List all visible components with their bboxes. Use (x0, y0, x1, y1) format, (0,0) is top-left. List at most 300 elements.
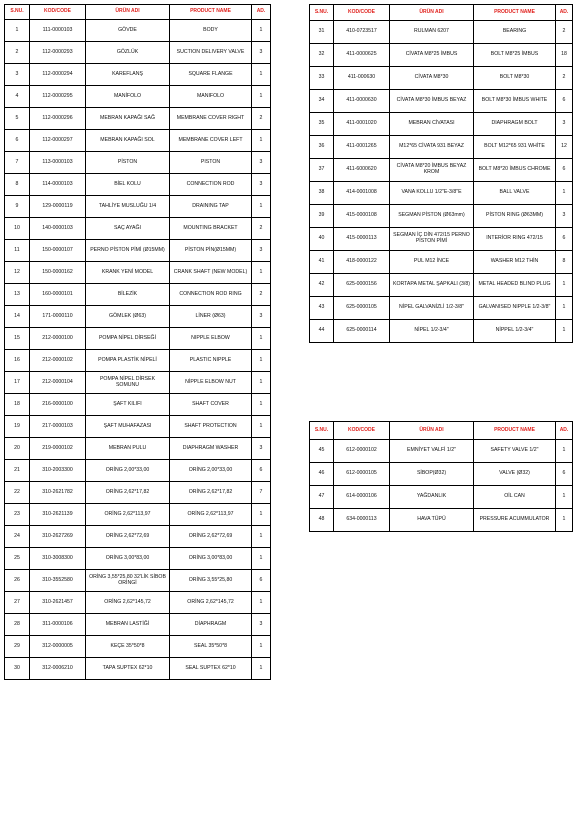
cell-qty: 3 (556, 205, 573, 228)
cell-qty: 6 (252, 460, 271, 482)
cell-sno: 8 (5, 174, 30, 196)
cell-product-tr: ORİNG 3,00*83,00 (86, 548, 170, 570)
cell-code: 112-0000296 (30, 108, 86, 130)
cell-sno: 12 (5, 262, 30, 284)
table-row (5, 196, 271, 218)
cell-code: 140-0000103 (30, 218, 86, 240)
table-row (310, 21, 573, 44)
table-row (5, 306, 271, 328)
cell-product-tr: GÖVDE (86, 20, 170, 42)
table-row (5, 504, 271, 526)
cell-sno: 5 (5, 108, 30, 130)
cell-qty: 1 (252, 548, 271, 570)
cell-product-en: PRESSURE ACUMMULATOR (474, 509, 556, 532)
cell-product-tr: ORİNG 2,62*72,69 (86, 526, 170, 548)
cell-qty: 2 (252, 108, 271, 130)
table-row (5, 482, 271, 504)
table-row (5, 526, 271, 548)
table-row (5, 438, 271, 460)
parts-table-left (4, 4, 271, 680)
cell-sno: 48 (310, 509, 334, 532)
table-row (5, 130, 271, 152)
cell-code: 311-0000106 (30, 614, 86, 636)
cell-qty: 3 (252, 174, 271, 196)
cell-product-tr: SEGMAN PİSTON (Ø63mm) (390, 205, 474, 228)
table-row (310, 251, 573, 274)
cell-product-tr: CİVATA M8*30 İMBUS BEYAZ (390, 90, 474, 113)
table-row (310, 90, 573, 113)
table-row (310, 509, 573, 532)
cell-sno: 30 (5, 658, 30, 680)
cell-qty: 1 (252, 196, 271, 218)
cell-sno: 21 (5, 460, 30, 482)
cell-code: 625-0000156 (334, 274, 390, 297)
cell-code: 411-0000625 (334, 44, 390, 67)
header-product-en: PRODUCT NAME (474, 5, 556, 21)
cell-product-en: OİL CAN (474, 486, 556, 509)
cell-product-tr: TAHLİYE MUSLUĞU 1/4 (86, 196, 170, 218)
cell-product-tr: EMNİYET VALFİ 1/2" (390, 440, 474, 463)
cell-sno: 24 (5, 526, 30, 548)
cell-code: 150-0000107 (30, 240, 86, 262)
cell-product-en: LİNER (Ø63) (170, 306, 252, 328)
cell-product-tr: POMPA NİPEL DİRSEK SOMUNU (86, 372, 170, 394)
cell-code: 112-0000294 (30, 64, 86, 86)
cell-product-en: NİPPEL 1/2-3/4" (474, 320, 556, 343)
cell-product-tr: RULMAN 6207 (390, 21, 474, 44)
cell-qty: 1 (556, 320, 573, 343)
cell-product-en: SHAFT PROTECTION (170, 416, 252, 438)
cell-code: 415-0000108 (334, 205, 390, 228)
cell-product-tr: SİBOP(Ø32) (390, 463, 474, 486)
cell-qty: 1 (252, 526, 271, 548)
cell-qty: 1 (252, 130, 271, 152)
cell-sno: 26 (5, 570, 30, 592)
cell-product-en: MEMBRANE COVER RIGHT (170, 108, 252, 130)
cell-code: 625-0000105 (334, 297, 390, 320)
table-body-right-bottom (310, 440, 573, 532)
cell-code: 312-0000005 (30, 636, 86, 658)
cell-code: 216-0000100 (30, 394, 86, 416)
cell-qty: 3 (252, 438, 271, 460)
cell-product-en: WASHER M12 THİN (474, 251, 556, 274)
table-row (310, 67, 573, 90)
cell-product-en: ORİNG 2,62*145,72 (170, 592, 252, 614)
cell-qty: 1 (556, 486, 573, 509)
cell-product-tr: YAĞDANLIK (390, 486, 474, 509)
table-row (5, 460, 271, 482)
cell-code: 625-0000114 (334, 320, 390, 343)
table-row (5, 394, 271, 416)
table-row (5, 570, 271, 592)
table-header-row (310, 5, 573, 21)
cell-product-en: DİAPHRAGM (170, 614, 252, 636)
cell-product-tr: NİPEL GALVANİZLİ 1/2-3/8" (390, 297, 474, 320)
table-row (310, 182, 573, 205)
cell-sno: 44 (310, 320, 334, 343)
cell-product-tr: SEGMAN İÇ DİN 472/15 PERNO PİSTON PİMİ (390, 228, 474, 251)
cell-sno: 6 (5, 130, 30, 152)
cell-product-en: SAFETY VALVE 1/2" (474, 440, 556, 463)
table-row (310, 320, 573, 343)
cell-qty: 1 (252, 636, 271, 658)
cell-product-tr: MEBRAN LASTİĞİ (86, 614, 170, 636)
cell-sno: 9 (5, 196, 30, 218)
cell-sno: 34 (310, 90, 334, 113)
table-row (5, 108, 271, 130)
cell-sno: 10 (5, 218, 30, 240)
cell-product-tr: KAREFLANŞ (86, 64, 170, 86)
cell-sno: 7 (5, 152, 30, 174)
cell-code: 310-3008300 (30, 548, 86, 570)
cell-product-tr: CİVATA M8*20 İMBUS BEYAZ KROM (390, 159, 474, 182)
cell-qty: 1 (556, 440, 573, 463)
cell-qty: 1 (252, 350, 271, 372)
cell-product-en: BOLT M12*65 931 WHİTE (474, 136, 556, 159)
cell-product-tr: MANİFOLO (86, 86, 170, 108)
header-code: KOD/CODE (334, 422, 390, 440)
header-product-tr: ÜRÜN ADI (390, 422, 474, 440)
cell-code: 411-000630 (334, 67, 390, 90)
cell-code: 411-6000620 (334, 159, 390, 182)
table-row (5, 416, 271, 438)
cell-qty: 1 (252, 592, 271, 614)
cell-sno: 29 (5, 636, 30, 658)
cell-code: 634-0000113 (334, 509, 390, 532)
cell-sno: 35 (310, 113, 334, 136)
cell-sno: 23 (5, 504, 30, 526)
cell-product-en: BOLT M8*25 İMBUS (474, 44, 556, 67)
cell-qty: 12 (556, 136, 573, 159)
header-sno: S.NU. (5, 5, 30, 20)
cell-sno: 25 (5, 548, 30, 570)
table-row (310, 205, 573, 228)
cell-product-en: ORİNG 2,62*17,82 (170, 482, 252, 504)
header-sno: S.NU. (310, 5, 334, 21)
table-row (310, 136, 573, 159)
cell-qty: 3 (252, 42, 271, 64)
cell-code: 612-0000105 (334, 463, 390, 486)
cell-product-en: ORİNG 2,00*33,00 (170, 460, 252, 482)
header-code: KOD/CODE (30, 5, 86, 20)
cell-product-tr: POMPA NİPEL DİRSEĞİ (86, 328, 170, 350)
cell-product-en: VALVE (Ø32) (474, 463, 556, 486)
cell-product-tr: SAÇ AYAĞI (86, 218, 170, 240)
cell-product-en: DRAINING TAP (170, 196, 252, 218)
table-row (5, 218, 271, 240)
cell-sno: 46 (310, 463, 334, 486)
cell-sno: 19 (5, 416, 30, 438)
cell-product-en: METAL HEADED BLIND PLUG (474, 274, 556, 297)
cell-qty: 1 (252, 328, 271, 350)
cell-product-en: SEAL 35*50*8 (170, 636, 252, 658)
cell-sno: 11 (5, 240, 30, 262)
cell-product-en: SUCTION DELIVERY VALVE (170, 42, 252, 64)
cell-product-tr: KORTAPA METAL ŞAPKALI (3/8) (390, 274, 474, 297)
cell-sno: 14 (5, 306, 30, 328)
table-row (5, 86, 271, 108)
cell-product-tr: KEÇE 35*50*8 (86, 636, 170, 658)
cell-qty: 6 (556, 159, 573, 182)
header-product-tr: ÜRÜN ADI (390, 5, 474, 21)
cell-qty: 1 (252, 394, 271, 416)
cell-product-en: PİSTON PİN(Ø15MM) (170, 240, 252, 262)
cell-qty: 1 (252, 20, 271, 42)
cell-code: 411-0001020 (334, 113, 390, 136)
table-row (5, 262, 271, 284)
table-row (5, 284, 271, 306)
cell-code: 310-3552580 (30, 570, 86, 592)
cell-qty: 1 (252, 262, 271, 284)
table-row (5, 174, 271, 196)
cell-qty: 2 (252, 218, 271, 240)
cell-product-en: NİPPLE ELBOW NUT (170, 372, 252, 394)
cell-product-tr: BİEL KOLU (86, 174, 170, 196)
cell-product-en: DIAPHRAGM WASHER (170, 438, 252, 460)
cell-qty: 3 (252, 614, 271, 636)
cell-qty: 1 (556, 509, 573, 532)
cell-sno: 42 (310, 274, 334, 297)
cell-product-en: MEMBRANE COVER LEFT (170, 130, 252, 152)
cell-qty: 1 (252, 86, 271, 108)
cell-qty: 2 (556, 21, 573, 44)
cell-product-en: PLASTIC NIPPLE (170, 350, 252, 372)
cell-code: 410-0723517 (334, 21, 390, 44)
table-row (5, 658, 271, 680)
table-row (310, 159, 573, 182)
cell-sno: 41 (310, 251, 334, 274)
cell-code: 212-0000104 (30, 372, 86, 394)
cell-code: 310-2621139 (30, 504, 86, 526)
cell-product-en: ORİNG 3,00*83,00 (170, 548, 252, 570)
cell-sno: 39 (310, 205, 334, 228)
table-row (5, 328, 271, 350)
cell-code: 112-0000297 (30, 130, 86, 152)
cell-code: 212-0000100 (30, 328, 86, 350)
cell-product-tr: ORİNG 2,62*17,82 (86, 482, 170, 504)
cell-product-en: BODY (170, 20, 252, 42)
cell-code: 310-2627269 (30, 526, 86, 548)
cell-code: 411-0000630 (334, 90, 390, 113)
cell-product-tr: MEBRAN PULU (86, 438, 170, 460)
cell-code: 113-0000103 (30, 152, 86, 174)
cell-product-tr: GÖMLEK (Ø63) (86, 306, 170, 328)
cell-product-en: CRANK SHAFT (NEW MODEL) (170, 262, 252, 284)
cell-sno: 17 (5, 372, 30, 394)
table-row (5, 614, 271, 636)
cell-sno: 47 (310, 486, 334, 509)
cell-code: 150-0000162 (30, 262, 86, 284)
header-qty: AD. (556, 5, 573, 21)
cell-sno: 31 (310, 21, 334, 44)
cell-code: 411-0001265 (334, 136, 390, 159)
header-qty: AD. (252, 5, 271, 20)
cell-product-en: PISTON (170, 152, 252, 174)
cell-code: 160-0000101 (30, 284, 86, 306)
table-row (5, 548, 271, 570)
cell-product-tr: MEBRAN KAPAĞI SOL (86, 130, 170, 152)
cell-sno: 22 (5, 482, 30, 504)
table-header-row (5, 5, 271, 20)
cell-code: 112-0000293 (30, 42, 86, 64)
cell-product-en: CONNECTION ROD (170, 174, 252, 196)
cell-sno: 38 (310, 182, 334, 205)
table-row (5, 636, 271, 658)
header-qty: AD. (556, 422, 573, 440)
table-row (5, 20, 271, 42)
cell-product-tr: KRANK YENİ MODEL (86, 262, 170, 284)
cell-code: 612-0000102 (334, 440, 390, 463)
cell-product-en: ORİNG 2,62*72,69 (170, 526, 252, 548)
cell-qty: 18 (556, 44, 573, 67)
cell-sno: 3 (5, 64, 30, 86)
cell-qty: 3 (252, 152, 271, 174)
cell-product-en: DIAPHRAGM BOLT (474, 113, 556, 136)
cell-product-tr: PUL M12 İNCE (390, 251, 474, 274)
cell-sno: 27 (5, 592, 30, 614)
cell-qty: 3 (252, 306, 271, 328)
cell-product-en: BALL VALVE (474, 182, 556, 205)
cell-code: 217-0000103 (30, 416, 86, 438)
cell-qty: 6 (252, 570, 271, 592)
cell-qty: 1 (252, 372, 271, 394)
header-sno: S.NU. (310, 422, 334, 440)
cell-code: 418-0000122 (334, 251, 390, 274)
cell-product-tr: POMPA PLASTİK NİPELİ (86, 350, 170, 372)
cell-qty: 1 (252, 504, 271, 526)
cell-sno: 15 (5, 328, 30, 350)
table-row (310, 228, 573, 251)
cell-code: 171-0000110 (30, 306, 86, 328)
cell-product-tr: GÖZLÜK (86, 42, 170, 64)
cell-product-en: SEAL SUPTEX 62*10 (170, 658, 252, 680)
header-product-en: PRODUCT NAME (474, 422, 556, 440)
table-row (310, 463, 573, 486)
table-row (310, 440, 573, 463)
cell-product-tr: ORİNG 2,62*145,72 (86, 592, 170, 614)
cell-sno: 1 (5, 20, 30, 42)
cell-code: 312-0006210 (30, 658, 86, 680)
cell-product-en: INTERİOR RING 472/15 (474, 228, 556, 251)
cell-product-en: GALVANISED NIPPLE 1/2-3/8" (474, 297, 556, 320)
table-row (5, 592, 271, 614)
table-row (5, 152, 271, 174)
cell-product-en: ORİNG 2,62*113,97 (170, 504, 252, 526)
cell-product-tr: ORİNG 3,55*25,80 32'LİK SİBOB ORİNGİ (86, 570, 170, 592)
cell-product-tr: MEBRAN CİVATASI (390, 113, 474, 136)
cell-qty: 1 (556, 182, 573, 205)
cell-product-en: BOLT M8*20 İMBUS CHROME (474, 159, 556, 182)
table-row (5, 42, 271, 64)
cell-product-en: CONNECTION ROD RING (170, 284, 252, 306)
cell-sno: 37 (310, 159, 334, 182)
cell-sno: 28 (5, 614, 30, 636)
cell-code: 415-0000113 (334, 228, 390, 251)
cell-sno: 45 (310, 440, 334, 463)
cell-qty: 1 (556, 274, 573, 297)
table-row (310, 113, 573, 136)
cell-product-tr: ŞAFT KILIFI (86, 394, 170, 416)
cell-product-tr: HAVA TÜPÜ (390, 509, 474, 532)
cell-product-en: PİSTON RING (Ø63MM) (474, 205, 556, 228)
cell-product-en: BOLT M8*30 (474, 67, 556, 90)
parts-table-right-top (309, 4, 573, 343)
cell-product-en: NIPPLE ELBOW (170, 328, 252, 350)
table-row (5, 372, 271, 394)
cell-code: 111-0000103 (30, 20, 86, 42)
table-row (5, 240, 271, 262)
cell-product-tr: VANA KOLLU 1/2"E-3/8"E (390, 182, 474, 205)
cell-product-tr: PİSTON (86, 152, 170, 174)
cell-product-tr: CİVATA M8*30 (390, 67, 474, 90)
parts-table-right-bottom (309, 421, 573, 532)
cell-qty: 3 (556, 113, 573, 136)
cell-product-en: SHAFT COVER (170, 394, 252, 416)
cell-qty: 6 (556, 228, 573, 251)
table-header-row (310, 422, 573, 440)
cell-code: 129-0000119 (30, 196, 86, 218)
cell-code: 212-0000102 (30, 350, 86, 372)
cell-product-tr: ORİNG 2,62*113,97 (86, 504, 170, 526)
table-body-left (5, 20, 271, 680)
cell-product-tr: TAPA SUPTEX 62*10 (86, 658, 170, 680)
cell-qty: 6 (556, 463, 573, 486)
table-row (310, 486, 573, 509)
cell-sno: 13 (5, 284, 30, 306)
cell-sno: 33 (310, 67, 334, 90)
table-row (5, 64, 271, 86)
header-product-en: PRODUCT NAME (170, 5, 252, 20)
cell-code: 114-0000103 (30, 174, 86, 196)
cell-product-en: MOUNTING BRACKET (170, 218, 252, 240)
cell-code: 310-2003300 (30, 460, 86, 482)
cell-product-en: BOLT M8*30 İMBUS WHITE (474, 90, 556, 113)
cell-qty: 1 (556, 297, 573, 320)
cell-qty: 6 (556, 90, 573, 113)
cell-product-en: ORİNG 3,55*25,80 (170, 570, 252, 592)
table-row (310, 297, 573, 320)
cell-code: 614-0000106 (334, 486, 390, 509)
cell-product-tr: ŞAFT MUHAFAZASI (86, 416, 170, 438)
cell-code: 112-0000295 (30, 86, 86, 108)
cell-sno: 20 (5, 438, 30, 460)
cell-qty: 3 (252, 240, 271, 262)
cell-product-en: MANIFOLO (170, 86, 252, 108)
header-product-tr: ÜRÜN ADI (86, 5, 170, 20)
table-row (5, 350, 271, 372)
cell-product-tr: PERNO PİSTON PİMİ (Ø15MM) (86, 240, 170, 262)
table-row (310, 44, 573, 67)
cell-product-en: SQUARE FLANGE (170, 64, 252, 86)
cell-sno: 4 (5, 86, 30, 108)
cell-product-tr: CİVATA M8*25 İMBUS (390, 44, 474, 67)
cell-sno: 36 (310, 136, 334, 159)
cell-sno: 40 (310, 228, 334, 251)
cell-product-tr: ORİNG 2,00*33,00 (86, 460, 170, 482)
cell-code: 219-0000102 (30, 438, 86, 460)
cell-code: 414-0001008 (334, 182, 390, 205)
cell-qty: 1 (252, 64, 271, 86)
cell-code: 310-2621457 (30, 592, 86, 614)
cell-sno: 16 (5, 350, 30, 372)
table-body-right-top (310, 21, 573, 343)
table-row (310, 274, 573, 297)
cell-product-tr: BİLEZİK (86, 284, 170, 306)
cell-qty: 2 (252, 284, 271, 306)
cell-qty: 1 (252, 416, 271, 438)
cell-product-en: BEARING (474, 21, 556, 44)
cell-code: 310-2621782 (30, 482, 86, 504)
